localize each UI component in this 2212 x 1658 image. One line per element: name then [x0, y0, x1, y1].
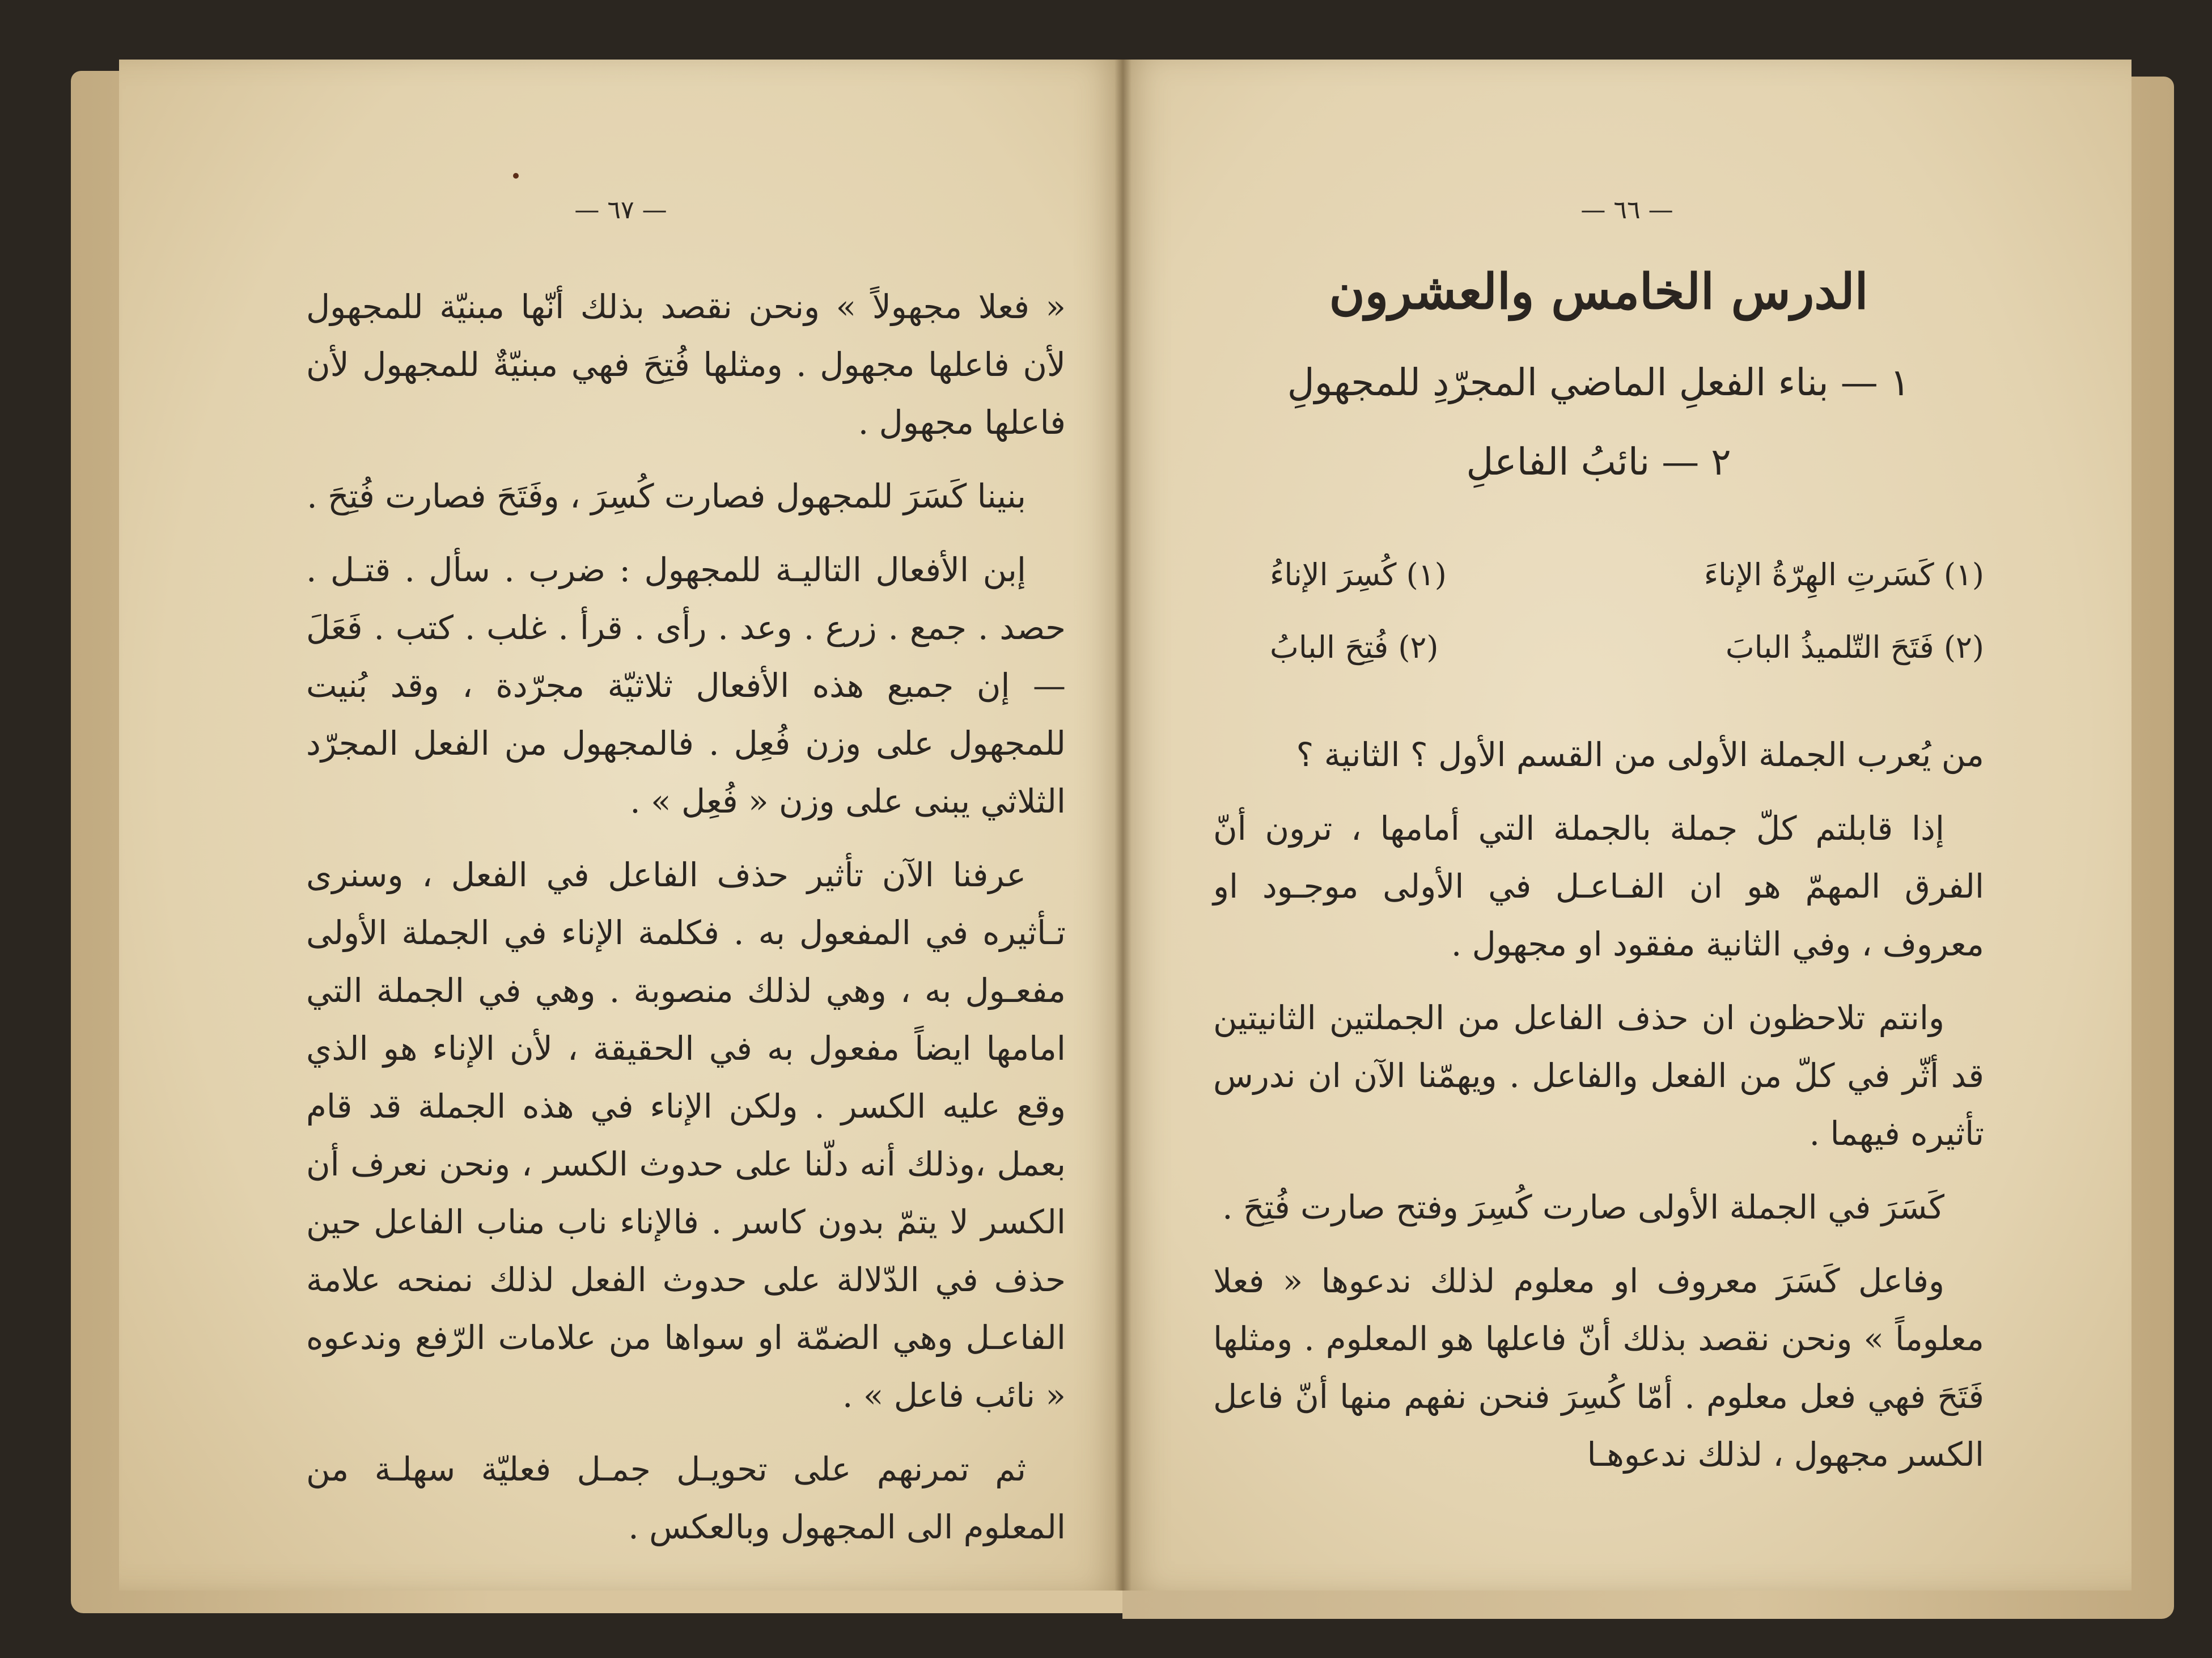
section-heading-2: ٢ — نائبُ الفاعلِ [1466, 440, 1731, 484]
ink-spot [513, 173, 519, 179]
paragraph: بنينا كَسَرَ للمجهول فصارت كُسِرَ ، وفَتَحَ فصارت فُتِحَ . [307, 477, 1026, 515]
paragraph: ثم تمرنهم على تحويـل جمـل فعليّة سهلـة من المعلوم الى المجهول وبالعكس . [306, 1450, 1066, 1546]
section-heading-1: ١ — بناء الفعلِ الماضي المجرّدِ للمجهولِ [1287, 361, 1910, 404]
left-page-number: — ٦٧ — [574, 196, 667, 225]
active-sentence: (١) كَسَرتِ الهِرّةُ الإناءَ [1704, 557, 1984, 593]
example-row [1270, 611, 1984, 684]
paragraph: من يُعرب الجملة الأولى من القسم الأول ؟ الثانية ؟ [1296, 735, 1984, 774]
paragraph: كَسَرَ في الجملة الأولى صارت كُسِرَ وفتح صارت فُتِحَ . [1222, 1188, 1944, 1226]
paragraph: إذا قابلتم كلّ جملة بالجملة التي أمامها ، ترون أنّ الفرق المهمّ هو ان الفـاعـل في الأولى موجـود او معروف ، وفي الثانية مفقود او مجهول . [1213, 809, 1984, 963]
right-page-body [1213, 726, 1984, 1499]
paragraph: وانتم تلاحظون ان حذف الفاعل من الجملتين الثانيتين قد أثّر في كلّ من الفعل والفاعل . ويهمّنا الآن ان ندرس تأثيره فيهما . [1213, 999, 1984, 1153]
passive-sentence: (١) كُسِرَ الإناءُ [1270, 557, 1447, 593]
active-sentence: (٢) فَتَحَ التّلميذُ البابَ [1725, 629, 1984, 665]
right-page [1122, 60, 2132, 1591]
book-gutter [1115, 60, 1132, 1591]
paragraph: عرفنا الآن تأثير حذف الفاعل في الفعل ، وسنرى تـأثيره في المفعول به . فكلمة الإناء في الجملة الأولى مفعـول به ، وهي لذلك منصوبة . وهي في الجملة التي امامها ايضاً مفعول به في الحقيقة ، لأن الإناء هو الذي وقع عليه الكسر . ولكن الإناء في هذه الجملة قد قام بعمل ،وذلك أنه دلّنا على حدوث الكسر ، ونحن نعرف أن الكسر لا يتمّ بدون كاسر . فالإناء ناب مناب الفاعل حين حذف في الدّلالة على حدوث الفعل لذلك نمنحه علامة الفاعـل وهي الضمّة او سواها من علامات الرّفع وندعوه « نائب فاعل » . [306, 856, 1066, 1415]
left-page [119, 60, 1122, 1591]
right-page-number: — ٦٦ — [1580, 196, 1673, 225]
open-book [74, 60, 2171, 1625]
paragraph: وفاعل كَسَرَ معروف او معلوم لذلك ندعوها « فعلا معلوماً » ونحن نقصد بذلك أنّ فاعلها هو المعلوم . ومثلها فَتَحَ فهي فعل معلوم . أمّا كُسِرَ فنحن نفهم منها أنّ فاعل الكسر مجهول ، لذلك ندعوهـا [1213, 1262, 1984, 1474]
passive-sentence: (٢) فُتِحَ البابُ [1270, 629, 1439, 665]
example-row [1270, 539, 1984, 611]
left-page-body [306, 278, 1066, 1572]
paragraph: إبن الأفعال التاليـة للمجهول : ضرب . سأل . قتـل . حصد . جمع . زرع . وعد . رأى . قرأ . غلب . كتب . فَعَلَ — إن جميع هذه الأفعال ثلاثيّة مجرّدة ، وقد بُنيت للمجهول على وزن فُعِل . فالمجهول من الفعل المجرّد الثلاثي يبنى على وزن « فُعِل » . [306, 551, 1066, 820]
paragraph: « فعلا مجهولاً » ونحن نقصد بذلك أنّها مبنيّة للمجهول لأن فاعلها مجهول . ومثلها فُتِحَ فهي مبنيّةٌ للمجهول لأن فاعلها مجهول . [306, 287, 1066, 442]
example-sentences [1270, 539, 1984, 684]
lesson-title: الدرس الخامس والعشرون [1329, 263, 1868, 320]
